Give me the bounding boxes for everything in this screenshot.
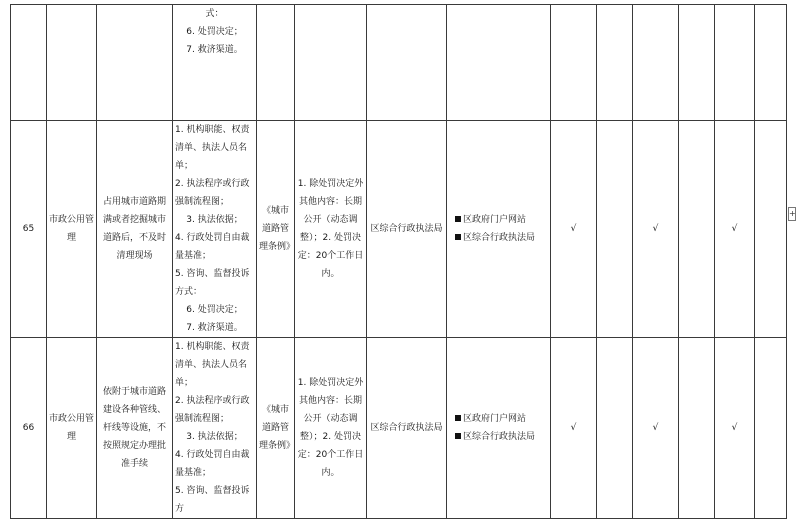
row-number-cell [11,5,47,121]
empty-cell [679,338,715,519]
channel-label: 区综合行政执法局 [463,233,536,243]
procedure-line: 3. 执法依据； [186,215,243,225]
empty-cell [679,121,715,338]
item-cell [97,5,173,121]
square-bullet-icon [455,234,461,240]
empty-cell [679,5,715,121]
table-row [11,121,787,338]
empty-cell [755,338,787,519]
column-resize-handle[interactable]: + [788,207,796,221]
category-cell: 市政公用管理 [47,121,97,338]
subject-cell: 区综合行政执法局 [367,338,447,519]
table-row [11,338,787,519]
procedure-line: 1. 机构职能、权责清单、执法人员名单； [175,125,250,171]
basis-cell: 《城市道路管理条例》 [257,121,295,338]
procedure-line: 3. 执法依据； [186,432,243,442]
empty-cell [597,121,633,338]
table-row [11,5,787,121]
empty-cell [755,121,787,338]
mark-cell [551,5,597,121]
category-cell [47,5,97,121]
channel-item [449,229,548,247]
disclosure-table [10,4,787,519]
basis-cell [257,5,295,121]
square-bullet-icon [455,415,461,421]
basis-cell: 《城市道路管理条例》 [257,338,295,519]
category-cell: 市政公用管理 [47,338,97,519]
mark-cell: √ [715,121,755,338]
procedure-line: 2. 执法程序或行政强制流程图； [175,179,250,207]
procedure-line: 5. 咨询、监督投诉方 [175,486,250,514]
item-cell: 依附于城市道路建设各种管线、杆线等设施，不按照规定办理批准手续 [97,338,173,519]
procedure-line: 2. 执法程序或行政强制流程图； [175,396,250,424]
empty-cell [597,338,633,519]
mark-cell: √ [633,121,679,338]
channel-label: 区政府门户网站 [463,215,527,225]
channel-item [449,211,548,229]
procedure-line: 7. 救济渠道。 [186,45,243,55]
mark-cell [633,5,679,121]
procedure-line: 7. 救济渠道。 [186,323,243,333]
square-bullet-icon [455,433,461,439]
subject-cell [367,5,447,121]
procedure-line: 式： [205,9,224,19]
procedure-line: 4. 行政处罚自由裁量基准； [175,233,250,261]
empty-cell [597,5,633,121]
procedure-line: 6. 处罚决定； [186,305,243,315]
procedure-line: 5. 咨询、监督投诉方式： [175,269,250,297]
content-cell: 1. 除处罚决定外其他内容：长期公开（动态调整）；2. 处罚决定：20个工作日内。 [295,121,367,338]
procedure-line: 6. 处罚决定； [186,27,243,37]
procedure-line: 1. 机构职能、权责清单、执法人员名单； [175,342,250,388]
procedure-cell [173,5,257,121]
channel-label: 区政府门户网站 [463,414,527,424]
channels-cell [447,5,551,121]
content-cell [295,5,367,121]
row-number-cell: 65 [11,121,47,338]
row-number-cell: 66 [11,338,47,519]
square-bullet-icon [455,216,461,222]
mark-cell: √ [551,338,597,519]
item-cell: 占用城市道路期满或者挖掘城市道路后，不及时清理现场 [97,121,173,338]
procedure-line: 4. 行政处罚自由裁量基准； [175,450,250,478]
mark-cell: √ [551,121,597,338]
mark-cell: √ [715,338,755,519]
procedure-cell [173,338,257,519]
channel-item [449,410,548,428]
subject-cell: 区综合行政执法局 [367,121,447,338]
channels-cell [447,338,551,519]
content-cell: 1. 除处罚决定外其他内容：长期公开（动态调整）；2. 处罚决定：20个工作日内。 [295,338,367,519]
channel-item [449,428,548,446]
empty-cell [755,5,787,121]
channel-label: 区综合行政执法局 [463,432,536,442]
mark-cell: √ [633,338,679,519]
mark-cell [715,5,755,121]
procedure-cell [173,121,257,338]
channels-cell [447,121,551,338]
